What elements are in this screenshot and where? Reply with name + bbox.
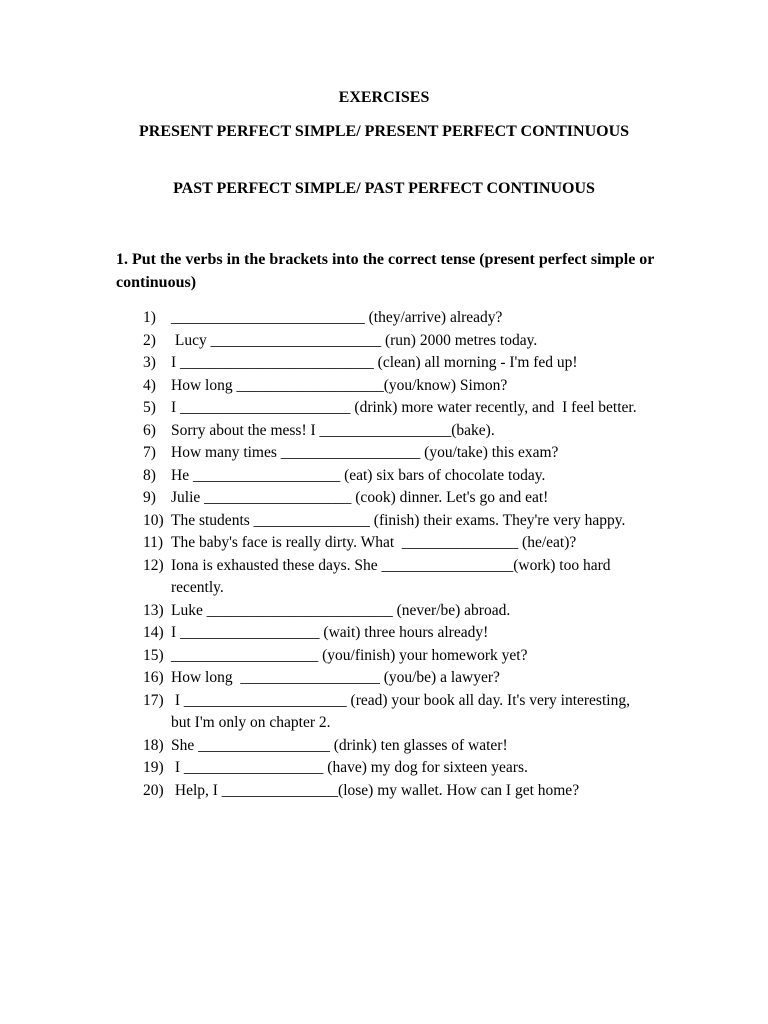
item-number: 14) [143,624,164,641]
item-number: 19) [143,759,164,776]
task-instruction: 1. Put the verbs in the brackets into the correct tense (present perfect simple or continuous) [116,251,655,291]
item-number: 11) [143,534,164,551]
item-number: 7) [143,444,156,461]
item-number: 5) [143,399,156,416]
item-sentence: I __________________ (wait) three hours already! [171,624,489,641]
item-number: 1) [143,309,156,326]
item-sentence: I _____________________ (read) your book all day. It's very interesting, but I'm only on chapter 2. [171,691,634,731]
exercise-item [0,442,768,465]
item-sentence: Sorry about the mess! I _________________(bake). [171,421,495,439]
exercise-item [0,397,768,420]
exercise-item [0,532,768,555]
item-number: 16) [143,669,164,686]
exercise-item [0,487,768,510]
item-sentence: I _________________________ (clean) all morning - I'm fed up! [171,354,578,371]
exercise-item [0,735,768,758]
exercise-item [0,667,768,690]
item-sentence: I ______________________ (drink) more water recently, and I feel better. [171,399,637,416]
item-sentence: Help, I _______________(lose) my wallet. How can I get home? [171,781,580,799]
exercise-item [0,780,768,803]
item-sentence: How long __________________ (you/be) a lawyer? [171,669,500,686]
exercise-item [0,622,768,645]
item-number: 18) [143,736,164,754]
exercise-item [0,757,768,780]
item-sentence: I __________________ (have) my dog for sixteen years. [171,759,528,776]
section-heading-present-perfect: PRESENT PERFECT SIMPLE/ PRESENT PERFECT CONTINUOUS [138,123,630,140]
item-sentence: How many times __________________ (you/take) this exam? [171,444,559,461]
item-sentence: _________________________ (they/arrive) already? [171,309,503,326]
item-sentence: How long ___________________(you/know) Simon? [171,376,508,394]
page-title: EXERCISES [338,89,430,106]
item-sentence: Luke ________________________ (never/be) abroad. [171,601,511,619]
item-sentence: Lucy ______________________ (run) 2000 metres today. [171,331,538,349]
section-heading-past-perfect: PAST PERFECT SIMPLE/ PAST PERFECT CONTINUOUS [173,180,595,197]
exercise-item [0,352,768,375]
item-number: 6) [143,421,156,439]
exercise-item [0,330,768,353]
item-number: 20) [143,781,164,799]
item-number: 8) [143,466,156,484]
item-sentence: The baby's face is really dirty. What _______________ (he/eat)? [171,534,577,551]
exercise-item [0,420,768,443]
item-number: 2) [143,331,156,349]
item-sentence: She _________________ (drink) ten glasses of water! [171,736,508,754]
item-sentence: Julie ___________________ (cook) dinner. Let's go and eat! [171,489,549,506]
item-number: 15) [143,646,164,664]
item-sentence: The students _______________ (finish) their exams. They're very happy. [171,511,626,529]
exercise-item [0,555,768,600]
exercise-item [0,690,768,735]
exercise-list [0,307,768,802]
item-number: 13) [143,601,164,619]
item-sentence: ___________________ (you/finish) your homework yet? [171,646,528,664]
exercise-item [0,307,768,330]
item-number: 4) [143,376,156,394]
exercise-item [0,375,768,398]
item-sentence: He ___________________ (eat) six bars of chocolate today. [171,466,546,484]
exercise-item [0,600,768,623]
exercise-item [0,465,768,488]
item-number: 10) [143,511,164,529]
exercise-item [0,645,768,668]
item-number: 9) [143,489,156,506]
exercise-item [0,510,768,533]
item-sentence: Iona is exhausted these days. She _________________(work) too hard recently. [171,556,615,596]
item-number: 3) [143,354,156,371]
item-number: 12) [143,556,164,574]
item-number: 17) [143,691,164,709]
